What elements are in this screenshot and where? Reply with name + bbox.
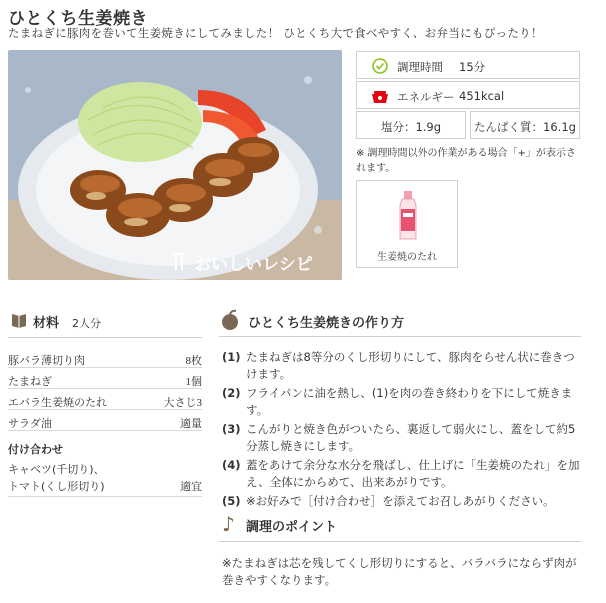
method-steps	[222, 349, 582, 512]
method-heading: ひとくち生姜焼きの作り方	[248, 316, 405, 331]
method-step: (2) フライパンに油を熱し、(1)を肉の巻き終わりを下にして焼きます。	[222, 386, 573, 417]
method-divider	[219, 336, 581, 337]
time-label: 調理時間	[397, 60, 443, 74]
ingredient-row: サラダ油 適量	[8, 412, 202, 431]
product-card[interactable]	[356, 180, 458, 268]
method-step: (1) たまねぎは8等分のくし形切りにして、豚肉をらせん状に巻きつけます。	[222, 350, 575, 381]
ingredients-heading: 材料	[33, 316, 60, 331]
point-text: ※たまねぎは芯を残してくし形切りにすると、バラバラにならず肉が巻きやすくなります。	[222, 556, 577, 587]
sauce-bottle-image	[397, 191, 419, 241]
recipe-lead: たまねぎに豚肉を巻いて生姜焼きにしてみました！ ひとくち大で食べやすく、お弁当にもぴったり！	[8, 26, 543, 40]
salt-value: 塩分：1.9g	[380, 120, 442, 134]
point-heading: 調理のポイント	[246, 520, 338, 535]
apple-icon	[219, 309, 241, 335]
dish-illustration	[8, 50, 342, 280]
ingredient-row: たまねぎ 1個	[8, 370, 202, 389]
energy-box	[356, 81, 580, 109]
garnish-line-2: トマト(くし形切り)	[8, 480, 105, 493]
music-note-icon: ♪	[222, 512, 235, 536]
photo-watermark: おいしいレシピ	[194, 255, 313, 275]
garnish-line-1: キャベツ(千切り)、	[8, 463, 105, 476]
energy-value: 451kcal	[459, 89, 505, 103]
protein-box	[470, 111, 580, 139]
garnish-row	[8, 459, 202, 497]
ingredient-row: 豚バラ薄切り肉 8枚	[8, 349, 202, 368]
clock-icon	[371, 57, 389, 78]
pot-icon	[370, 87, 390, 108]
method-step: (4) 蓋をあけて余分な水分を飛ばし、仕上げに「生姜焼のたれ」を加え、全体にからめて、出来あがりです。	[222, 458, 580, 489]
time-note: ※ 調理時間以外の作業がある場合「+」が表示されます。	[356, 148, 576, 174]
method-step: (5) ※お好みで［付け合わせ］を添えてお召しあがりください。	[222, 494, 555, 508]
garnish-qty: 適宜	[180, 481, 202, 493]
ingredients-divider	[8, 337, 202, 338]
recipe-photo	[8, 50, 342, 280]
book-icon	[10, 311, 28, 333]
recipe-title: ひとくち生姜焼き	[8, 9, 148, 29]
cooking-time-box	[356, 51, 580, 79]
ingredient-row: エバラ生姜焼のたれ 大さじ3	[8, 391, 202, 410]
protein-value: たんぱく質：16.1g	[474, 120, 576, 134]
salt-box	[356, 111, 466, 139]
energy-label: エネルギー	[397, 90, 455, 104]
point-divider	[219, 541, 581, 542]
product-name[interactable]: 生姜焼のたれ	[377, 252, 437, 263]
time-value: 15分	[459, 60, 486, 74]
method-step: (3) こんがりと焼き色がついたら、裏返して弱火にし、蓋をして約5分蒸し焼きにします。	[222, 422, 576, 453]
garnish-heading: 付け合わせ	[8, 443, 63, 456]
servings: 2人分	[72, 317, 101, 330]
